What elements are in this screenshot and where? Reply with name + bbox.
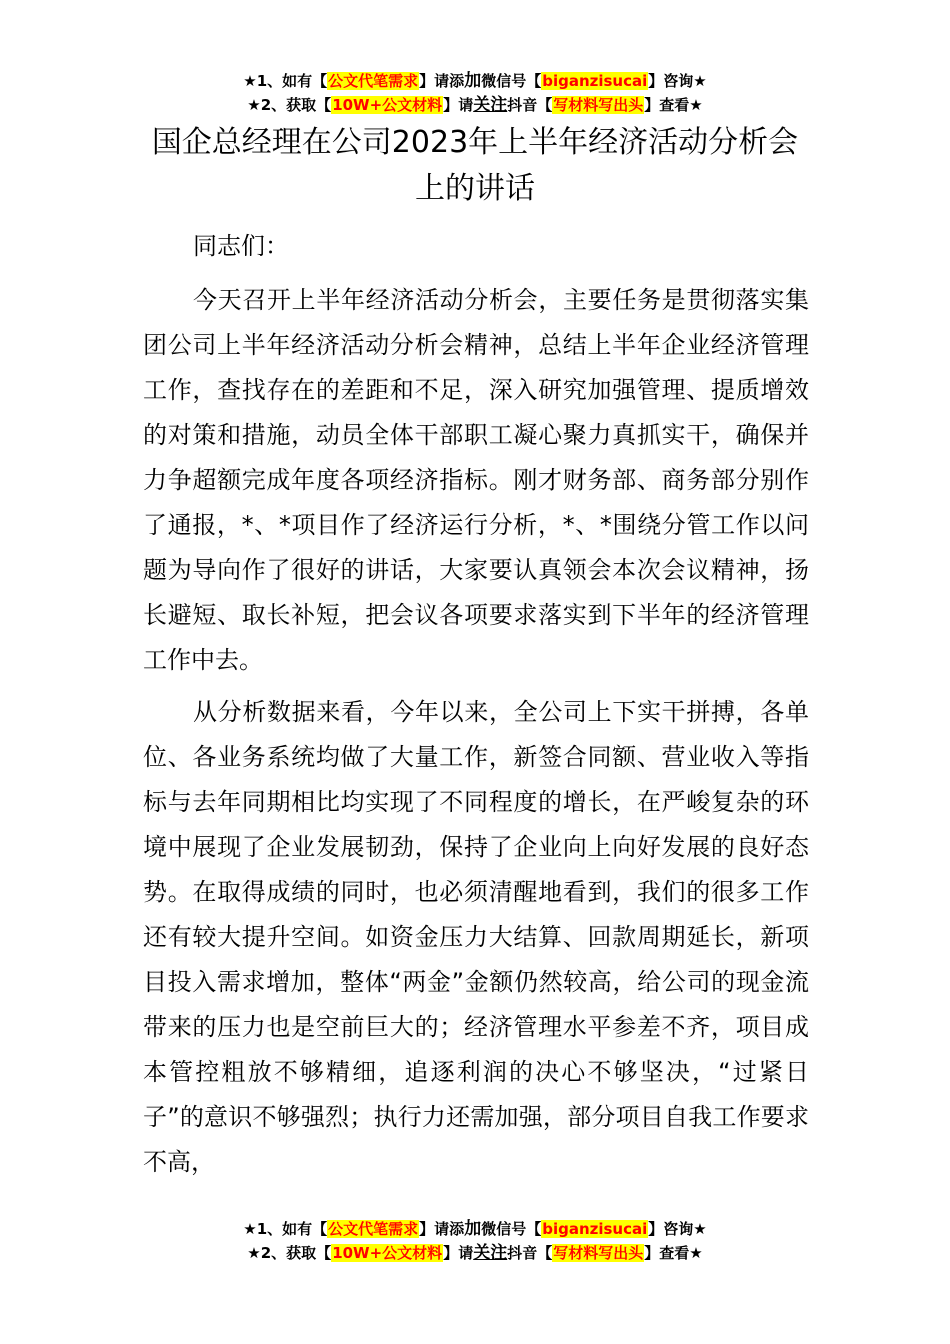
- promo-emphasis: 加: [464, 1219, 482, 1239]
- wechat-id-highlight: biganzisucai: [542, 72, 648, 90]
- promo-line-1: [0, 70, 950, 94]
- promo-text: 】请: [443, 1244, 474, 1262]
- promo-text: 】查看★: [644, 1244, 703, 1262]
- promo-banner-top: [0, 70, 950, 118]
- promo-text: 】查看★: [644, 96, 703, 114]
- paragraph-2: 从分析数据来看，今年以来，全公司上下实干拼搏，各单位、各业务系统均做了大量工作，新签合同额、营业收入等指标与去年同期相比均实现了不同程度的增长，在严峻复杂的环境中展现了企业发展韧劲，保持了企业向上向好发展的良好态势。在取得成绩的同时，也必须清醒地看到，我们的很多工作还有较大提升空间。如资金压力大结算、回款周期延长，新项目投入需求增加，整体“两金”金额仍然较高，给公司的现金流带来的压力也是空前巨大的；经济管理水平参差不齐，项目成本管控粗放不够精细，追逐利润的决心不够坚决，“过紧日子”的意识不够强烈；执行力还需加强，部分项目自我工作要求不高，: [143, 698, 809, 1176]
- promo-text: 2、获取【: [260, 1244, 332, 1262]
- star-icon: ★: [247, 96, 261, 114]
- promo-text: 1、如有【: [256, 72, 328, 90]
- promo-text: 1、如有【: [256, 1220, 328, 1238]
- promo-text: 抖音【: [507, 96, 553, 114]
- promo-highlight: 10W+公文材料: [332, 96, 443, 114]
- star-icon: ★: [247, 1244, 261, 1262]
- promo-text: 】咨询★: [648, 1220, 707, 1238]
- promo-highlight: 公文代笔需求: [328, 1220, 419, 1238]
- document-title: 国企总经理在公司2023年上半年经济活动分析会上的讲话: [151, 125, 799, 206]
- promo-emphasis: 关注: [473, 1243, 508, 1263]
- promo-line-2: [0, 94, 950, 118]
- promo-emphasis: 关注: [473, 95, 508, 115]
- promo-text: 2、获取【: [260, 96, 332, 114]
- star-icon: ★: [243, 1220, 257, 1238]
- promo-text: 】请添: [419, 1220, 465, 1238]
- promo-text: 】请: [443, 96, 474, 114]
- greeting: 同志们：: [193, 232, 289, 260]
- promo-emphasis: 加: [464, 71, 482, 91]
- promo-text: 微信号【: [481, 1220, 542, 1238]
- promo-text: 】请添: [419, 72, 465, 90]
- promo-text: 微信号【: [481, 72, 542, 90]
- promo-banner-bottom: [0, 1218, 950, 1266]
- wechat-id-highlight: biganzisucai: [542, 1220, 648, 1238]
- paragraph-1: 今天召开上半年经济活动分析会，主要任务是贯彻落实集团公司上半年经济活动分析会精神，总结上半年企业经济管理工作，查找存在的差距和不足，深入研究加强管理、提质增效的对策和措施，动员全体干部职工凝心聚力真抓实干，确保并力争超额完成年度各项经济指标。刚才财务部、商务部分别作了通报，*、*项目作了经济运行分析，*、*围绕分管工作以问题为导向作了很好的讲话，大家要认真领会本次会议精神，扬长避短、取长补短，把会议各项要求落实到下半年的经济管理工作中去。: [143, 286, 809, 674]
- douyin-account-highlight: 写材料写出头: [553, 96, 644, 114]
- promo-line-2: [0, 1242, 950, 1266]
- promo-text: 抖音【: [507, 1244, 553, 1262]
- promo-text: 】咨询★: [648, 72, 707, 90]
- promo-highlight: 10W+公文材料: [332, 1244, 443, 1262]
- promo-highlight: 公文代笔需求: [328, 72, 419, 90]
- star-icon: ★: [243, 72, 257, 90]
- douyin-account-highlight: 写材料写出头: [553, 1244, 644, 1262]
- promo-line-1: [0, 1218, 950, 1242]
